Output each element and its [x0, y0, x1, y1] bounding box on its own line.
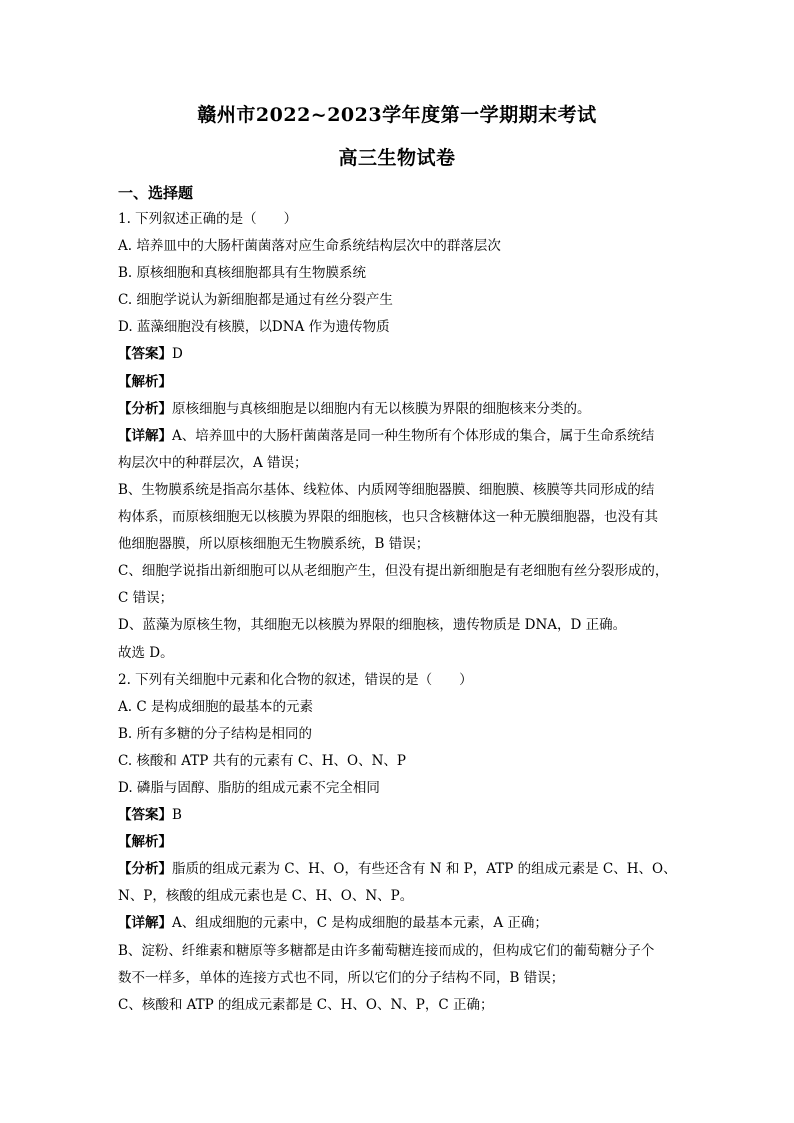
q2-fenxi [118, 856, 684, 883]
q1-xiangjie-cont: 构层次中的种群层次，A 错误； [118, 454, 308, 471]
fenxi-tag: 【分析】 [118, 400, 172, 417]
q1-d-line1: D、蓝藻为原核生物，其细胞无以核膜为界限的细胞核，遗传物质是 DNA，D 正确。 [118, 617, 627, 634]
q1-option-b: B. 原核细胞和真核细胞都具有生物膜系统 [118, 265, 367, 282]
q1-b-line3: 他细胞器膜，所以原核细胞无生物膜系统，B 错误； [118, 536, 430, 553]
q2-option-c: C. 核酸和 ATP 共有的元素有 C、H、O、N、P [118, 752, 406, 769]
q1-c-line1: C、细胞学说指出新细胞可以从老细胞产生，但没有提出新细胞是有老细胞有丝分裂形成的， [118, 563, 669, 580]
q1-option-c: C. 细胞学说认为新细胞都是通过有丝分裂产生 [118, 292, 393, 309]
q1-b-line1: B、生物膜系统是指高尔基体、线粒体、内质网等细胞器膜、细胞膜、核膜等共同形成的结 [118, 481, 655, 498]
xiangjie-tag: 【详解】 [118, 427, 172, 444]
q2-b-line2: 数不一样多，单体的连接方式也不同，所以它们的分子结构不同，B 错误； [118, 969, 565, 986]
fenxi-text: 脂质的组成元素为 C、H、O，有些还含有 N 和 P，ATP 的组成元素是 C、H、O、 [172, 861, 677, 878]
q1-jiexi [118, 369, 684, 396]
q2-fenxi-cont: N、P，核酸的组成元素也是 C、H、O、N、P。 [118, 888, 414, 905]
q2-option-d: D. 磷脂与固醇、脂肪的组成元素不完全相同 [118, 779, 380, 796]
q2-b-line1: B、淀粉、纤维素和糖原等多糖都是由许多葡萄糖连接而成的，但构成它们的葡萄糖分子个 [118, 942, 655, 959]
q1-conclusion: 故选 D。 [118, 644, 174, 661]
fenxi-tag: 【分析】 [118, 861, 172, 878]
xiangjie-text: A、组成细胞的元素中，C 是构成细胞的最基本元素，A 正确； [172, 915, 548, 932]
analysis-tag: 【解析】 [118, 373, 172, 390]
fenxi-text: 原核细胞与真核细胞是以细胞内有无以核膜为界限的细胞核来分类的。 [172, 400, 591, 417]
q1-answer [118, 341, 684, 368]
section-heading: 一、选择题 [118, 184, 194, 202]
analysis-tag: 【解析】 [118, 834, 172, 851]
q1-b-line2: 构体系，而原核细胞无以核膜为界限的细胞核，也只含核糖体这一种无膜细胞器，也没有其 [118, 509, 658, 526]
answer-value: B [172, 807, 182, 824]
q2-xiangjie [118, 910, 684, 937]
xiangjie-tag: 【详解】 [118, 915, 172, 932]
exam-subtitle: 高三生物试卷 [338, 147, 456, 169]
q2-stem: 2. 下列有关细胞中元素和化合物的叙述，错误的是（ ） [118, 671, 473, 688]
q1-xiangjie [118, 423, 684, 450]
exam-body [118, 206, 684, 1019]
q1-option-d: D. 蓝藻细胞没有核膜，以DNA 作为遗传物质 [118, 319, 390, 336]
q2-answer [118, 802, 684, 829]
q2-option-a: A. C 是构成细胞的最基本的元素 [118, 698, 313, 715]
q1-fenxi [118, 396, 684, 423]
q1-c-line2: C 错误； [118, 590, 174, 607]
q1-stem: 1. 下列叙述正确的是（ ） [118, 211, 298, 227]
q2-jiexi [118, 829, 684, 856]
xiangjie-text: A、培养皿中的大肠杆菌菌落是同一种生物所有个体形成的集合，属于生命系统结 [172, 427, 655, 444]
q1-option-a: A. 培养皿中的大肠杆菌菌落对应生命系统结构层次中的群落层次 [118, 238, 501, 255]
q2-c-line1: C、核酸和 ATP 的组成元素都是 C、H、O、N、P，C 正确； [118, 996, 494, 1013]
exam-title: 赣州市2022~2023学年度第一学期期末考试 [197, 104, 597, 126]
answer-tag: 【答案】 [118, 807, 172, 824]
q2-option-b: B. 所有多糖的分子结构是相同的 [118, 725, 313, 742]
answer-tag: 【答案】 [118, 346, 172, 363]
answer-value: D [172, 346, 183, 363]
